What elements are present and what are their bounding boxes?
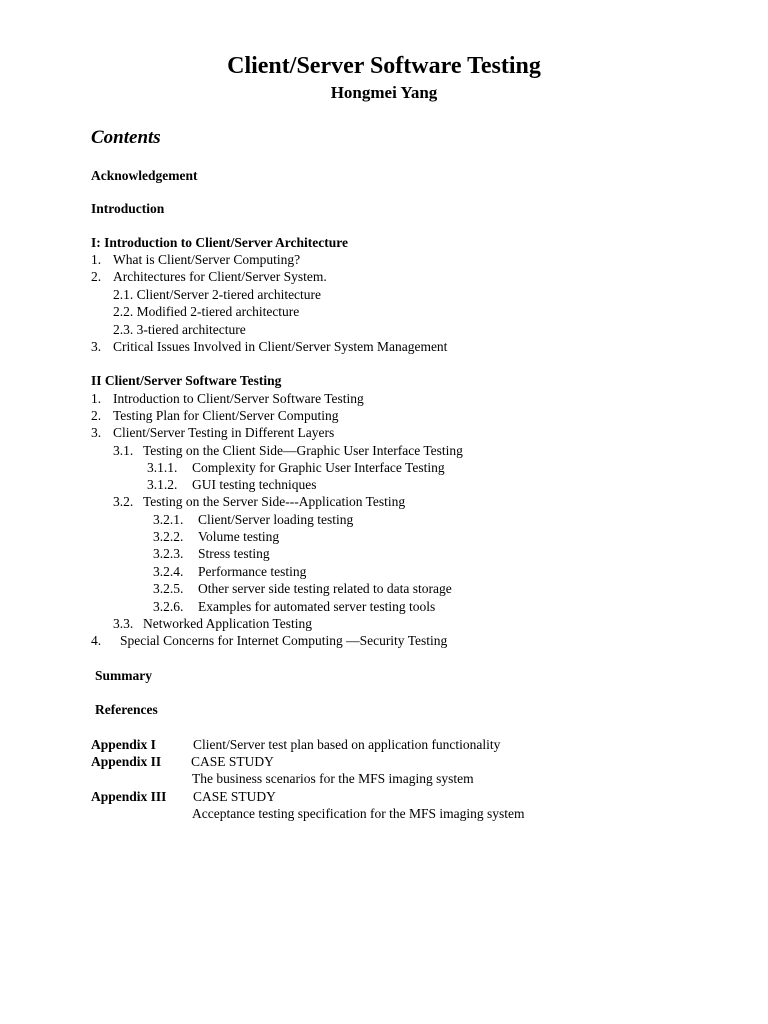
appendix-description: CASE STUDY <box>191 754 274 769</box>
appendix-description: Client/Server test plan based on application functionality <box>193 737 501 752</box>
toc-entry: Architectures for Client/Server System. <box>113 269 327 284</box>
toc-subentry: 2.2. Modified 2-tiered architecture <box>113 304 300 319</box>
toc-subentry: Testing on the Server Side---Application Testing <box>143 494 406 509</box>
appendix-description: CASE STUDY <box>193 789 276 804</box>
toc-subsubentry: GUI testing techniques <box>192 477 317 492</box>
toc-summary: Summary <box>95 668 152 683</box>
toc-part2-heading: II Client/Server Software Testing <box>91 373 282 388</box>
toc-list-number: 4. <box>91 633 102 648</box>
toc-entry: Introduction to Client/Server Software Testing <box>113 391 364 406</box>
toc-entry: Special Concerns for Internet Computing —Security Testing <box>120 633 448 648</box>
toc-references: References <box>95 702 158 717</box>
toc-list-number: 3. <box>91 425 102 440</box>
toc-subentry-number: 3.1. <box>113 443 134 458</box>
contents-heading: Contents <box>91 127 161 148</box>
toc-subsubentry-number: 3.1.2. <box>147 477 178 492</box>
toc-list-number: 1. <box>91 391 102 406</box>
appendix-description: The business scenarios for the MFS imaging system <box>192 771 474 786</box>
toc-entry: Testing Plan for Client/Server Computing <box>113 408 339 423</box>
toc-subentry: 2.3. 3-tiered architecture <box>113 322 246 337</box>
toc-subsubentry-number: 3.2.4. <box>153 564 184 579</box>
toc-subsubentry-number: 3.1.1. <box>147 460 178 475</box>
toc-list-number: 1. <box>91 252 102 267</box>
toc-list-number: 2. <box>91 269 102 284</box>
toc-list-number: 2. <box>91 408 102 423</box>
toc-list-number: 3. <box>91 339 102 354</box>
toc-subsubentry: Volume testing <box>198 529 280 544</box>
toc-subsubentry: Stress testing <box>198 546 270 561</box>
toc-entry: What is Client/Server Computing? <box>113 252 301 267</box>
toc-subsubentry-number: 3.2.1. <box>153 512 184 527</box>
toc-subentry-number: 3.2. <box>113 494 134 509</box>
toc-subsubentry: Examples for automated server testing tools <box>198 599 436 614</box>
toc-subsubentry-number: 3.2.3. <box>153 546 184 561</box>
toc-subentry: Testing on the Client Side—Graphic User Interface Testing <box>143 443 463 458</box>
toc-part1-heading: I: Introduction to Client/Server Architecture <box>91 235 348 250</box>
toc-subsubentry-number: 3.2.5. <box>153 581 184 596</box>
toc-entry: Client/Server Testing in Different Layers <box>113 425 335 440</box>
toc-subsubentry: Other server side testing related to data storage <box>198 581 452 596</box>
appendix-label: Appendix III <box>91 789 167 804</box>
toc-subsubentry: Client/Server loading testing <box>198 512 354 527</box>
toc-entry: Critical Issues Involved in Client/Server System Management <box>113 339 448 354</box>
appendix-description: Acceptance testing specification for the MFS imaging system <box>192 806 525 821</box>
document-author: Hongmei Yang <box>330 83 438 102</box>
toc-subsubentry-number: 3.2.2. <box>153 529 184 544</box>
toc-subentry-number: 3.3. <box>113 616 134 631</box>
toc-subentry: 2.1. Client/Server 2-tiered architecture <box>113 287 322 302</box>
toc-subsubentry: Complexity for Graphic User Interface Testing <box>192 460 445 475</box>
document-title: Client/Server Software Testing <box>227 53 541 79</box>
toc-introduction: Introduction <box>91 201 165 216</box>
toc-acknowledgement: Acknowledgement <box>91 168 198 183</box>
toc-subsubentry: Performance testing <box>198 564 307 579</box>
toc-subsubentry-number: 3.2.6. <box>153 599 184 614</box>
toc-subentry: Networked Application Testing <box>143 616 313 631</box>
appendix-label: Appendix II <box>91 754 162 769</box>
appendix-label: Appendix I <box>91 737 156 752</box>
